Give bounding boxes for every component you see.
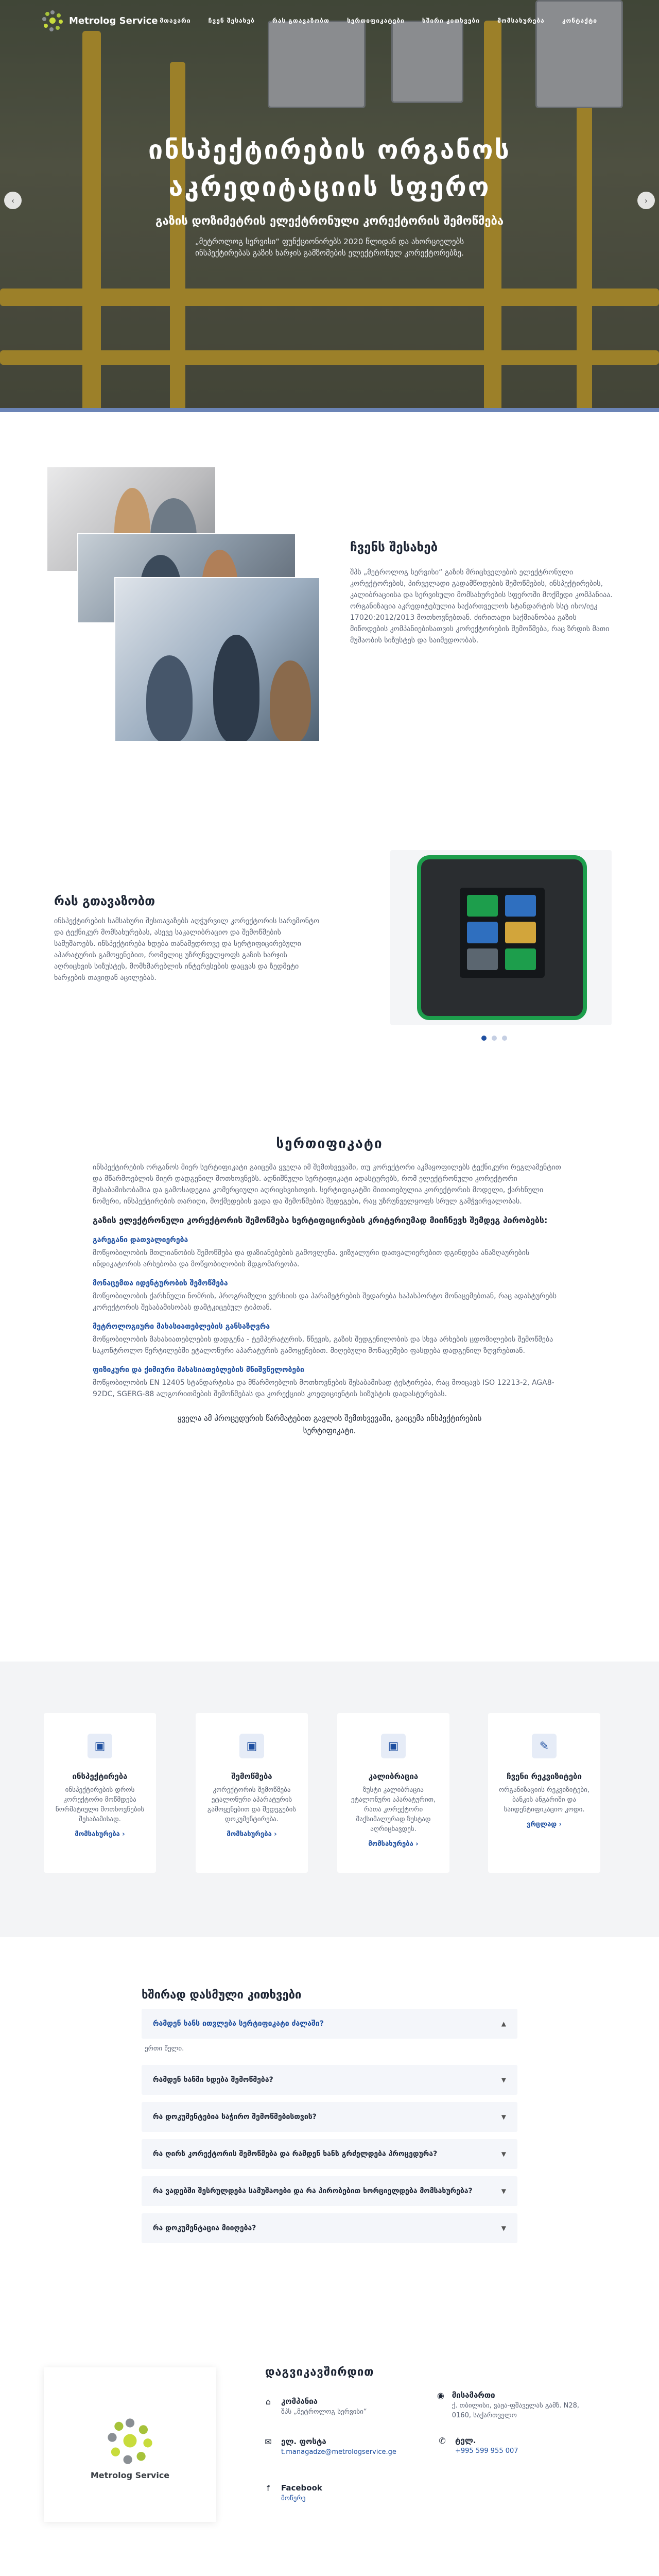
card-link[interactable]: მომსახურება › xyxy=(368,1840,419,1848)
device-image xyxy=(417,855,587,1020)
chevron-down-icon: ▼ xyxy=(501,2225,506,2232)
contact-email: ✉ ელ. ფოსტა t.managadze@metrologservice.ge xyxy=(263,2437,396,2457)
card-title: ინსპექტირება xyxy=(72,1772,128,1781)
services-title: რას გთავაზობთ xyxy=(54,894,155,908)
card-title: შემოწმება xyxy=(231,1772,272,1781)
hero-description: „მეტროლოგ სერვისი“ ფუნქციონირებს 2020 წლიდან და ახორციელებს ინსპექტირებას გაზის ხარჯის გამზომების ელექტრონულ კორექტორებზე. xyxy=(195,237,464,258)
chevron-up-icon: ▲ xyxy=(501,2020,506,2027)
faq-item[interactable]: რა ღირს კორექტორის შემოწმება და რამდენ ხანს გრძელდება პროცედურა? ▼ xyxy=(142,2139,517,2169)
location-pin-icon: ◉ xyxy=(437,2391,444,2400)
card-description: ინსპექტირების დროს კორექტორი მოწმდება ნორმატიული მოთხოვნების შესაბამისად. xyxy=(55,1786,145,1823)
nav-item[interactable]: კონტაქტი xyxy=(562,17,597,24)
hero-title: ინსპექტირების ორგანოს აკრედიტაციის სფერო xyxy=(148,135,511,202)
device-screen xyxy=(460,888,545,978)
card-title: ჩვენი რეკვიზიტები xyxy=(507,1772,582,1781)
clipboard-icon: ▣ xyxy=(381,1734,406,1758)
chevron-down-icon: ▼ xyxy=(501,2076,506,2083)
criterion-heading: ფიზიკური და ქიმიური მახასიათებლების მნიშვნელობები xyxy=(93,1366,304,1374)
facebook-icon: f xyxy=(267,2483,270,2493)
criterion-text: მოწყობილობის ქარხნული ნომრის, პროგრამული ვერსიის და პარამეტრების შედარება საპასპორტო მონაცემებთან, რაც ადასტურებს კორექტორის შესაბამისობას დამტკიცებულ ტიპთან. xyxy=(93,1292,557,1312)
nav-item[interactable]: ჩვენ შესახებ xyxy=(208,17,255,24)
hero-prev-button[interactable] xyxy=(4,192,22,209)
slider-dot[interactable] xyxy=(492,1036,497,1041)
card-title: კალიბრაცია xyxy=(368,1772,419,1781)
faq-title: ხშირად დასმული კითხვები xyxy=(142,1989,302,2002)
service-card[interactable] xyxy=(337,1713,449,1873)
certificates-title: სერთიფიკატი xyxy=(276,1136,383,1151)
nav-menu xyxy=(160,17,597,24)
services-section xyxy=(54,894,322,984)
slider-dots xyxy=(481,1036,507,1041)
about-title: ჩვენს შესახებ xyxy=(350,540,438,554)
about-section xyxy=(350,540,613,646)
contact-phone: ✆ ტელ. +995 599 955 007 xyxy=(437,2436,518,2456)
slider-dot[interactable] xyxy=(481,1036,487,1041)
clipboard-icon: ▣ xyxy=(239,1734,264,1758)
clipboard-icon: ▣ xyxy=(88,1734,112,1758)
certificates-intro: ინსპექტირების ორგანოს მიერ სერტიფიკატი გაიცემა ყველა იმ შემთხვევაში, თუ კორექტორი აკმაყოფილებს ტექნიკური რეგლამენტით და მწარმოებლის მიერ დადგენილ მოთხოვნებს. აღნიშნული სერტიფიკატი ადასტურებს, რომ ელექტრონული კორექტორი შესაბამისობაშია და გამოსადეგია კომერციული აღრიცხვისთვის. სერტიფიკატში მითითებულია კორექტორის მოდელი, ქარხნული ნომერი, ინსპექტირების თარიღი, მოქმედების ვადა და შემოწმების შედეგები, რაც უზრუნველყოფს სრულ გამჭვირვალობას. xyxy=(93,1163,561,1206)
about-photo-office xyxy=(114,577,320,742)
faq-answer: ერთი წელი. xyxy=(145,2045,184,2053)
chevron-left-icon: ‹ xyxy=(11,195,15,206)
hero-next-button[interactable] xyxy=(637,192,655,209)
hero-banner xyxy=(0,0,659,412)
criterion-text: მოწყობილობის EN 12405 სტანდარტისა და მწარმოებლის მოთხოვნების შესაბამისად ტესტირება, რაც მოიცავს ISO 12213-2, AGA8-92DC, SGERG-88 ალგორითმების შემოწმებას და კორექციის კოეფიციენტის სიზუსტის დადასტურებას. xyxy=(93,1379,554,1398)
faq-item[interactable]: რა დოკუმენტაცია მიიღება? ▼ xyxy=(142,2213,517,2243)
contact-brand: Metrolog Service xyxy=(90,2470,170,2480)
card-link[interactable]: მომსახურება › xyxy=(75,1831,125,1838)
criterion-heading: გარეგანი დათვალიერება xyxy=(93,1236,188,1244)
phone-icon: ✆ xyxy=(439,2436,446,2446)
contact-address: ◉ მისამართი ქ. თბილისი, ვაჟა-ფშაველას გამზ. N28, 0160, საქართველო xyxy=(437,2391,579,2419)
chevron-down-icon: ▼ xyxy=(501,2113,506,2121)
faq-item[interactable]: რამდენ ხანს ითვლება სერტიფიკატი ძალაში? ▲ xyxy=(142,2009,517,2039)
faq-section xyxy=(142,1989,517,2243)
card-link[interactable]: მომსახურება › xyxy=(227,1831,277,1838)
hero-subtitle: გაზის დოზიმეტრის ელექტრონული კორექტორის შემოწმება xyxy=(155,215,504,228)
certificates-section xyxy=(93,1136,566,1437)
nav-item[interactable]: რას გთავაზობთ xyxy=(272,17,330,24)
contact-facebook: f Facebook მოწერე xyxy=(263,2483,322,2503)
card-description: ზუსტი კალიბრაცია ეტალონური აპარატურით, რათა კორექტორი მაქსიმალურად ზუსტად აღრიცხავდეს. xyxy=(351,1786,436,1833)
service-card[interactable] xyxy=(44,1713,156,1873)
nav-item[interactable]: ხშირი კითხვები xyxy=(422,17,480,24)
criterion-text: მოწყობილობის მთლიანობის შემოწმება და დაზიანებების გამოვლენა. ვიზუალური დათვალიერებით დგინდება ანაზღაურების ინდიკატორის არსებობა და მოწყობილობის მდგომარეობა. xyxy=(93,1249,530,1268)
nav-item[interactable]: მომსახურება xyxy=(497,17,545,24)
criterion-text: მოწყობილობის მახასიათებლების დადგენა - ტემპერატურის, წნევის, გაზის შედგენილობის და სხვა არხების ცდომილების შემოწმება საკონტროლო წერტილებში ეტალონური აპარატურის გამოყენებით. მიღებული მონაცემები ფასდება დადგენილ ზღვრებთან. xyxy=(93,1335,553,1355)
top-navigation xyxy=(0,0,659,41)
chevron-down-icon: ▼ xyxy=(501,2188,506,2195)
card-description: კორექტორის შემოწმება ეტალონური აპარატურის გამოყენებით და შედეგების დოკუმენტირება. xyxy=(207,1786,297,1823)
contact-company: ⌂ კომპანია შპს „მეტროლოგ სერვისი“ xyxy=(263,2397,367,2417)
brand-name: Metrolog Service xyxy=(69,15,158,26)
brand-logo[interactable] xyxy=(41,9,158,32)
mail-icon: ✉ xyxy=(265,2437,272,2447)
criterion-heading: მონაცემთა იდენტურობის შემოწმება xyxy=(93,1279,228,1287)
nav-item[interactable]: მთავარი xyxy=(160,17,191,24)
chevron-down-icon: ▼ xyxy=(501,2150,506,2158)
card-description: ორგანიზაციის რეკვიზიტები, ბანკის ანგარიში და საიდენტიფიკაციო კოდი. xyxy=(498,1786,590,1814)
service-card[interactable] xyxy=(488,1713,600,1873)
faq-item[interactable]: რა დოკუმენტებია საჭირო შემოწმებისთვის? ▼ xyxy=(142,2102,517,2132)
phone-link[interactable]: +995 599 955 007 xyxy=(455,2447,518,2455)
services-text: ინსპექტირების სამსახური შესთავაზებს აღჭურვილ კორექტორის სარემონტო და ტექნიკურ მომსახურებას, ასევე საკალიბრაციო და შემოწმების სამუშაოებს. ინსპექტირება ხდება თანამედროვე და სერტიფიცირებული აპარატურის გამოყენებით, რომელიც უზრუნველყოფს გაზის ხარჯის აღრიცხვის სიზუსტეს, მომხმარებლის ინტერესების დაცვას და ზედმეტი ხარჯების თავიდან აცილებას. xyxy=(54,917,320,982)
hero-divider xyxy=(0,408,659,412)
criterion-heading: მეტროლოგიური მახასიათებლების განსაზღვრა xyxy=(93,1323,270,1331)
nav-item[interactable]: სერთიფიკატები xyxy=(346,17,405,24)
card-link[interactable]: ვრცლად › xyxy=(526,1821,562,1828)
contact-logo-card xyxy=(44,2367,216,2522)
home-icon: ⌂ xyxy=(265,2397,271,2406)
logo-icon xyxy=(41,9,64,32)
chevron-right-icon: › xyxy=(644,195,648,206)
faq-item[interactable]: რა ვადებში შესრულდება სამუშაოები და რა პირობებით ხორციელდება მომსახურება? ▼ xyxy=(142,2176,517,2206)
contact-title: დაგვიკავშირდით xyxy=(265,2366,374,2379)
logo-icon xyxy=(106,2416,154,2465)
slider-dot[interactable] xyxy=(502,1036,507,1041)
email-link[interactable]: t.managadze@metrologservice.ge xyxy=(281,2448,396,2456)
facebook-link[interactable]: მოწერე xyxy=(281,2495,306,2502)
edit-icon: ✎ xyxy=(532,1734,557,1758)
certificates-closing: ყველა ამ პროცედურის წარმატებით გავლის შემთხვევაში, გაიცემა ინსპექტირების სერტიფიკატი. xyxy=(177,1414,482,1435)
service-card[interactable] xyxy=(196,1713,308,1873)
certificates-criteria: გაზის ელექტრონული კორექტორის შემოწმება სერტიფიცირების კრიტერიუმად მიიჩნევს შემდეგ პირობებს: xyxy=(93,1215,548,1225)
about-text: შპს „მეტროლოგ სერვისი“ გაზის მრიცხველების ელექტრონული კორექტორების, პირველადი გადამწოდების შემოწმების, ინსპექტირების, კალიბრაციისა და სერვისული მომსახურების სფეროში მოქმედი კომპანიაა. ორგანიზაცია აკრედიტებულია საქართველოს სტანდარტის სსტ ისო/იეკ 17020:2012/2013 მოთხოვნებთან. ძირითადი საქმიანობაა გაზის მიწოდების კომპანიებისათვის კორექტორების შემოწმება, რაც ზრდის მათი მუშაობის სიზუსტეს და საიმედოობას. xyxy=(350,568,613,645)
faq-item[interactable]: რამდენ ხანში ხდება შემოწმება? ▼ xyxy=(142,2065,517,2095)
